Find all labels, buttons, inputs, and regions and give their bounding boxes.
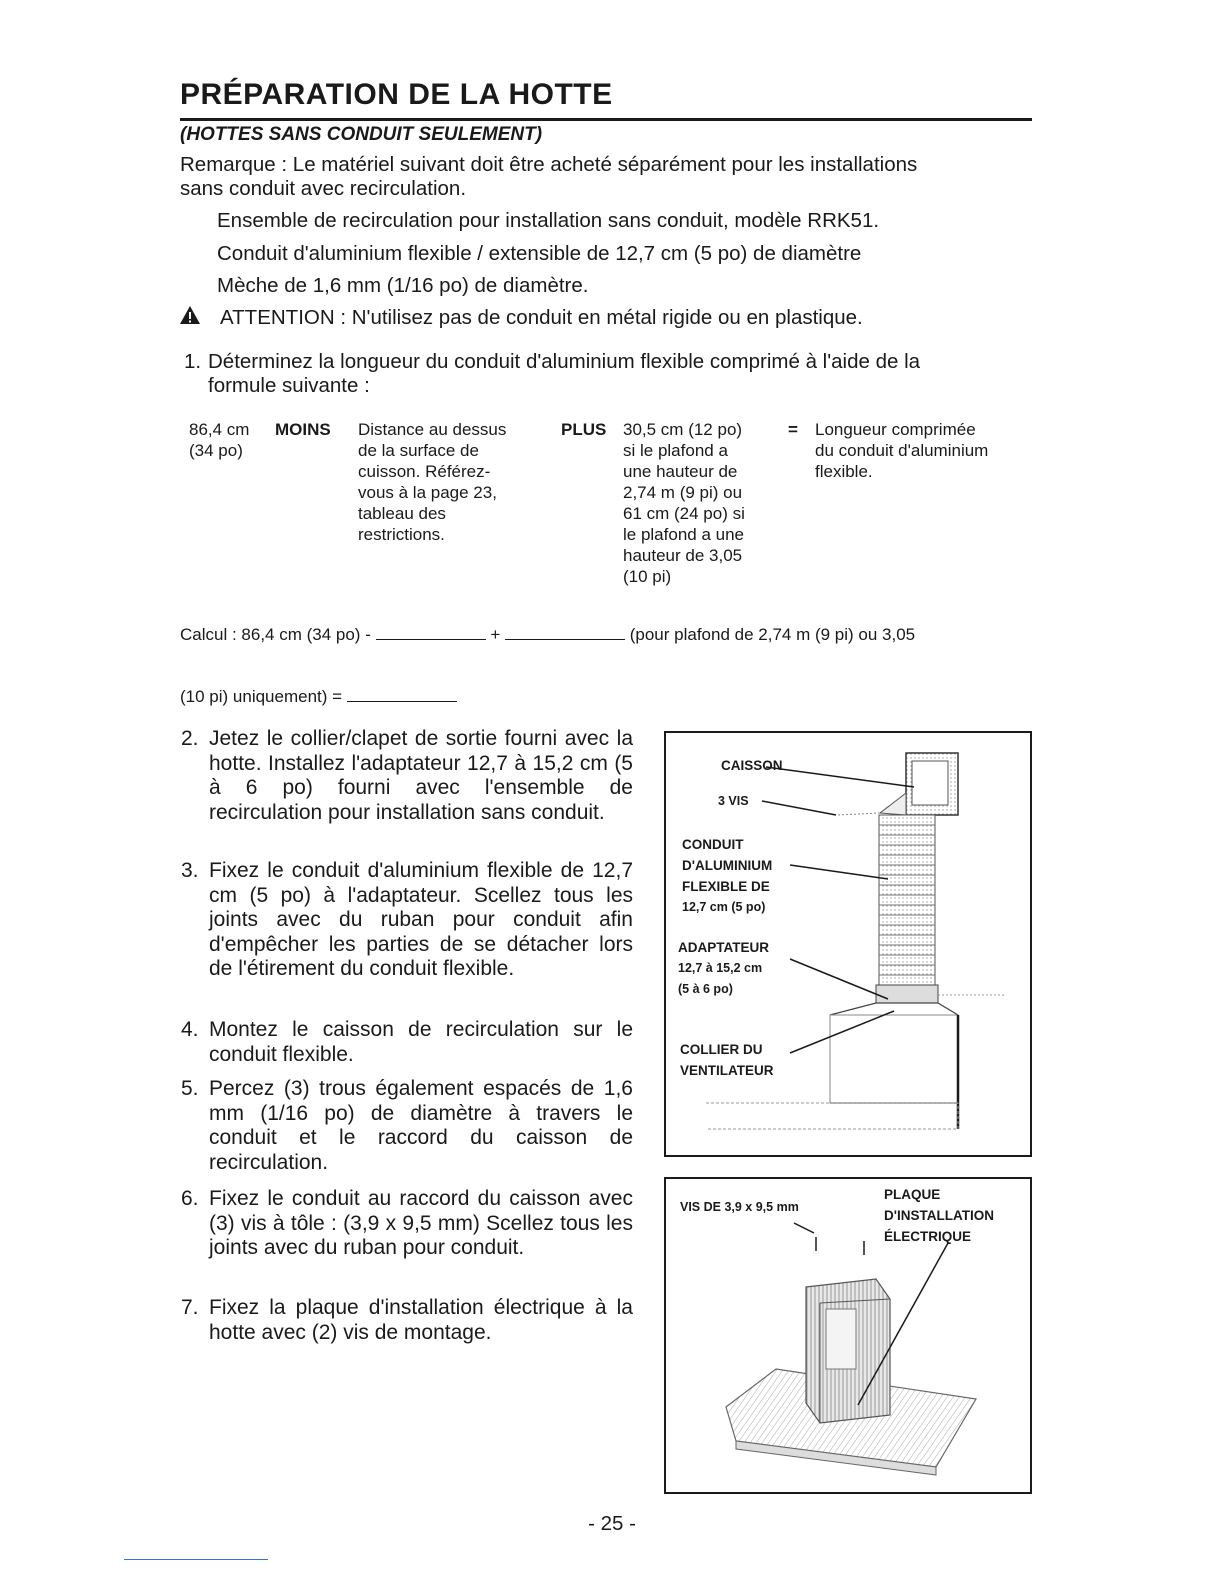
formula-distance: Distance au dessus de la surface de cuisson. Référez- vous à la page 23, tableau des restrictions. <box>358 420 507 544</box>
calcul-blank-1 <box>376 625 486 640</box>
calcul-blank-2 <box>505 625 625 640</box>
formula-plus-value: 30,5 cm (12 po) si le plafond a une hauteur de 2,74 m (9 pi) ou 61 cm (24 po) si le plafond a une hauteur de 3,05 (10 pi) <box>623 420 745 586</box>
formula-minus: MOINS <box>275 420 331 439</box>
label-conduit: CONDUIT D'ALUMINIUM FLEXIBLE DE 12,7 cm (5 po) <box>682 837 773 914</box>
step-4: 4. Montez le caisson de recirculation sur le conduit flexible. <box>181 1018 633 1066</box>
material-item: Ensemble de recirculation pour installation sans conduit, modèle RRK51. <box>217 209 880 232</box>
formula-value: 86,4 cm (34 po) <box>189 420 250 460</box>
formula-equals: = <box>788 420 798 439</box>
figure-electrical-plate <box>664 1177 1032 1494</box>
calcul-line-2: (10 pi) uniquement) = <box>180 686 457 707</box>
page-title: PRÉPARATION DE LA HOTTE <box>180 78 613 111</box>
step-2: 2. Jetez le collier/clapet de sortie fourni avec la hotte. Installez l'adaptateur 12,7 à 15,2 cm (5 à 6 po) fourni avec l'ensemble de recirculation pour installation sans conduit. <box>181 727 633 824</box>
remark-line-2: sans conduit avec recirculation. <box>180 177 467 200</box>
step-1-line-2: formule suivante : <box>208 374 370 397</box>
formula-plus: PLUS <box>561 420 607 439</box>
step-1-number: 1. <box>184 350 202 373</box>
step-3: 3. Fixez le conduit d'aluminium flexible de 12,7 cm (5 po) à l'adaptateur. Scellez tous les joints avec du ruban pour conduit afin d'empêcher les parties de se détacher lors de l'étirement du conduit flexible. <box>181 859 633 980</box>
label-vis-plate: VIS DE 3,9 x 9,5 mm <box>680 1200 799 1214</box>
step-7: 7. Fixez la plaque d'installation électrique à la hotte avec (2) vis de montage. <box>181 1296 633 1344</box>
attention-note: ATTENTION : N'utilisez pas de conduit en métal rigide ou en plastique. <box>220 306 863 329</box>
label-adaptateur: ADAPTATEUR 12,7 à 15,2 cm (5 à 6 po) <box>678 940 769 996</box>
calcul-blank-3 <box>347 687 457 702</box>
label-plaque: PLAQUE D'INSTALLATION ÉLECTRIQUE <box>884 1187 994 1244</box>
page-subtitle: (HOTTES SANS CONDUIT SEULEMENT) <box>180 124 543 145</box>
footer-rule <box>124 1559 268 1560</box>
label-caisson: CAISSON <box>721 758 783 773</box>
warning-icon <box>179 304 219 326</box>
label-collier: COLLIER DU VENTILATEUR <box>680 1042 774 1078</box>
material-item: Conduit d'aluminium flexible / extensible de 12,7 cm (5 po) de diamètre <box>217 242 862 265</box>
step-6: 6. Fixez le conduit au raccord du caisson avec (3) vis à tôle : (3,9 x 9,5 mm) Scellez tous les joints avec du ruban pour conduit. <box>181 1187 633 1259</box>
figure-recirculation-assembly <box>664 731 1032 1157</box>
material-item: Mèche de 1,6 mm (1/16 po) de diamètre. <box>217 274 589 297</box>
step-5: 5. Percez (3) trous également espacés de 1,6 mm (1/16 po) de diamètre à travers le conduit et le raccord du caisson de recirculation. <box>181 1077 633 1174</box>
step-1-line-1: Déterminez la longueur du conduit d'aluminium flexible comprimé à l'aide de la <box>208 350 921 373</box>
label-vis: 3 VIS <box>718 794 749 808</box>
title-rule <box>180 118 1032 121</box>
page-number: - 25 - <box>588 1512 636 1535</box>
calcul-line: Calcul : 86,4 cm (34 po) - + (pour plafond de 2,74 m (9 pi) ou 3,05 <box>180 625 916 644</box>
remark-line-1: Remarque : Le matériel suivant doit être acheté séparément pour les installations <box>180 153 918 176</box>
formula-result: Longueur comprimée du conduit d'aluminium flexible. <box>815 420 989 481</box>
